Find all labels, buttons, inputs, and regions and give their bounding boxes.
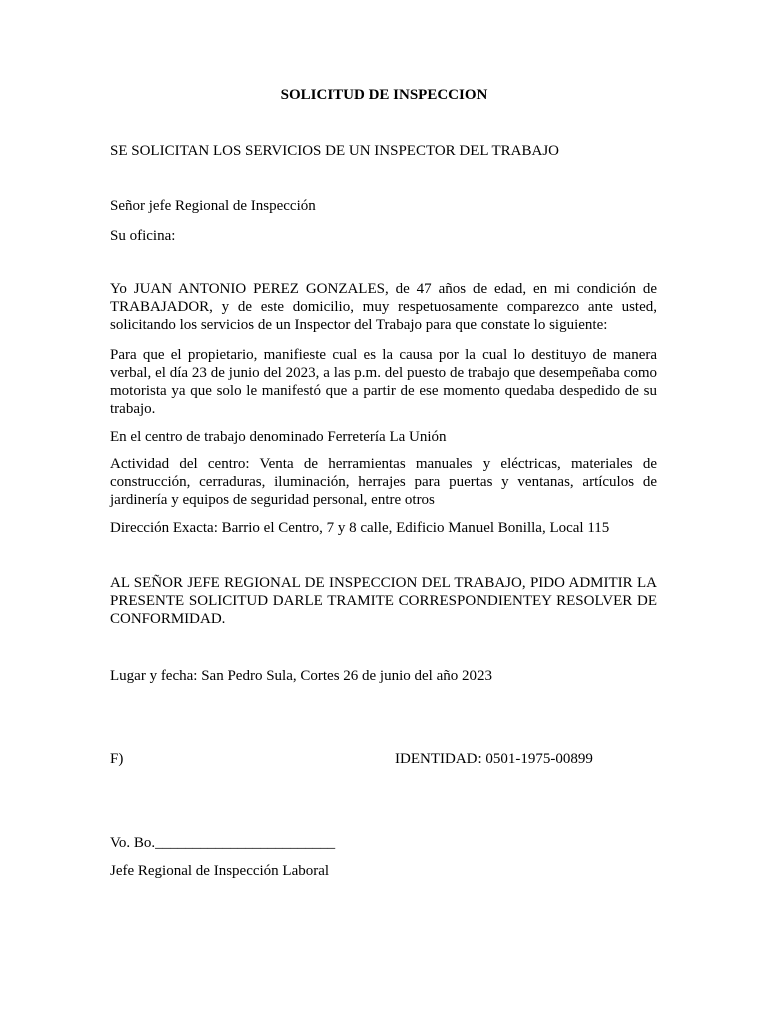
subject-line: SE SOLICITAN LOS SERVICIOS DE UN INSPECTOR DEL TRABAJO	[110, 143, 560, 159]
approval-title: Jefe Regional de Inspección Laboral	[110, 863, 330, 879]
workplace-line: En el centro de trabajo denominado Ferretería La Unión	[110, 429, 447, 445]
petition-paragraph: AL SEÑOR JEFE REGIONAL DE INSPECCION DEL TRABAJO, PIDO ADMITIR LA PRESENTE SOLICITUD DARLE TRAMITE CORRESPONDIENTEY RESOLVER DE CONFORMIDAD.	[110, 575, 657, 627]
approval-line: Vo. Bo.________________________	[110, 835, 336, 851]
signature-label: F)	[110, 751, 124, 767]
place-date-line: Lugar y fecha: San Pedro Sula, Cortes 26 de junio del año 2023	[110, 668, 493, 684]
address-line: Dirección Exacta: Barrio el Centro, 7 y 8 calle, Edificio Manuel Bonilla, Local 115	[110, 520, 610, 536]
activity-paragraph: Actividad del centro: Venta de herramientas manuales y eléctricas, materiales de construcción, cerraduras, iluminación, herrajes para puertas y ventanas, artículos de jardinería y equipos de seguridad personal, entre otros	[110, 456, 657, 508]
document-title: SOLICITUD DE INSPECCION	[280, 87, 488, 103]
identity-number: IDENTIDAD: 0501-1975-00899	[395, 751, 593, 767]
addressee-name: Señor jefe Regional de Inspección	[110, 198, 316, 214]
request-paragraph: Para que el propietario, manifieste cual es la causa por la cual lo destituyo de manera verbal, el día 23 de junio del 2023, a las p.m. del puesto de trabajo que desempeñaba como motorista ya que solo le manifestó que a partir de ese momento quedaba despedido de su trabajo.	[110, 347, 657, 417]
intro-paragraph: Yo JUAN ANTONIO PEREZ GONZALES, de 47 años de edad, en mi condición de TRABAJADOR, y de este domicilio, muy respetuosamente comparezco ante usted, solicitando los servicios de un Inspector del Trabajo para que constate lo siguiente:	[110, 281, 657, 333]
addressee-office: Su oficina:	[110, 228, 176, 244]
